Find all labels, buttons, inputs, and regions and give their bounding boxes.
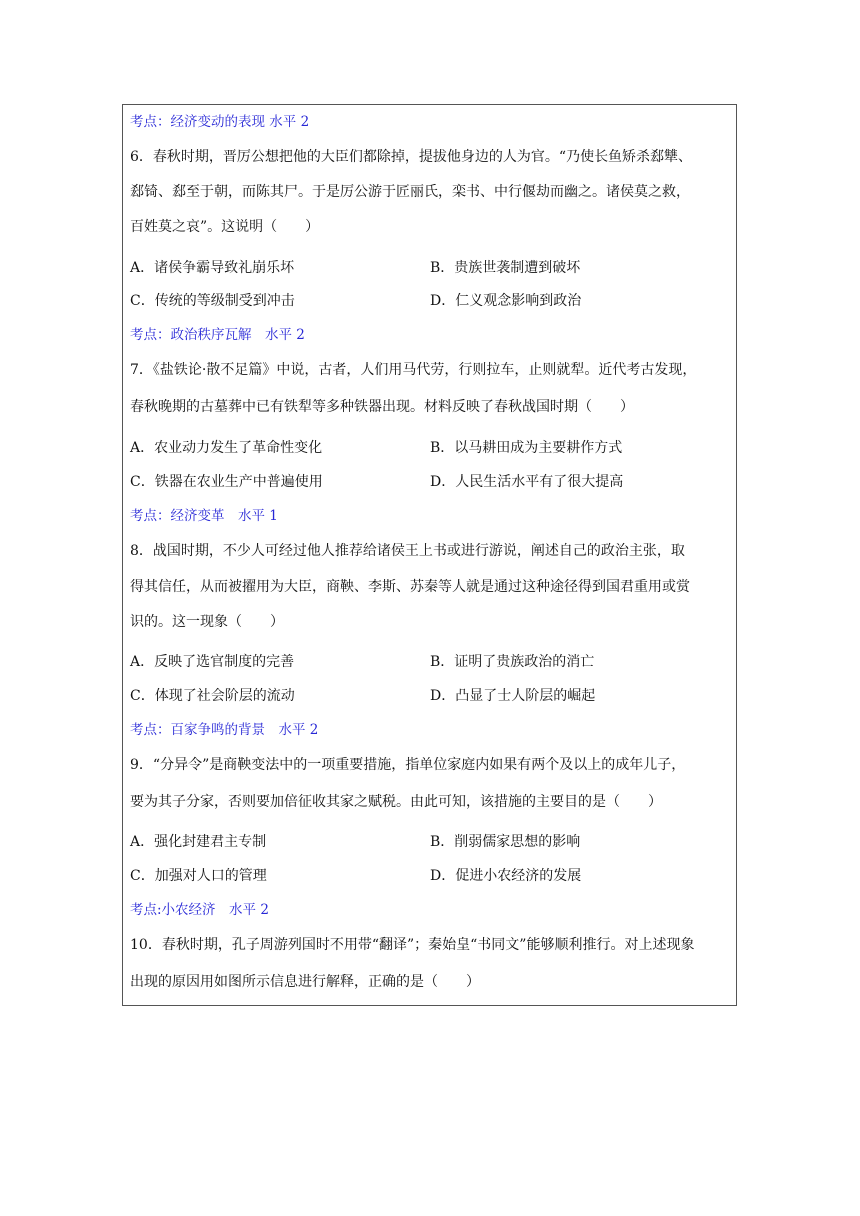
question-8-option-b: B．证明了贵族政治的消亡 [430,654,595,670]
question-7-option-b: B．以马耕田成为主要耕作方式 [430,440,623,456]
question-7-line-2: 春秋晚期的古墓葬中已有铁犁等多种铁器出现。材料反映了春秋战国时期（ ） [130,399,634,415]
question-6-option-a: A．诸侯争霸导致礼崩乐坏 [130,260,295,276]
question-8-option-a: A．反映了选官制度的完善 [130,654,295,670]
question-9-line-1: 9．“分异令”是商鞅变法中的一项重要措施，指单位家庭内如果有两个及以上的成年儿子， [130,757,686,773]
question-8-option-c: C．体现了社会阶层的流动 [130,688,295,704]
kaodian-label: 考点：政治秩序瓦解 水平 2 [130,327,305,343]
kaodian-label: 考点:小农经济 水平 2 [130,902,269,918]
question-8-line-2: 得其信任，从而被擢用为大臣，商鞅、李斯、苏秦等人就是通过这种途径得到国君重用或赏 [130,579,690,595]
question-10-line-2: 出现的原因用如图所示信息进行解释，正确的是（ ） [130,974,480,990]
question-9-option-a: A．强化封建君主专制 [130,834,267,850]
question-8-line-1: 8．战国时期，不少人可经过他人推荐给诸侯王上书或进行游说，阐述自己的政治主张，取 [130,543,685,559]
question-7-option-d: D．人民生活水平有了很大提高 [430,474,624,490]
question-7-option-a: A．农业动力发生了革命性变化 [130,440,323,456]
kaodian-label: 考点：经济变革 水平 1 [130,508,278,524]
question-6-line-1: 6．春秋时期，晋厉公想把他的大臣们都除掉，提拔他身边的人为官。“乃使长鱼矫杀郄犨、 [130,149,693,165]
kaodian-label: 考点：经济变动的表现 水平 2 [130,114,310,130]
question-6-line-3: 百姓莫之哀”。这说明（ ） [130,219,320,235]
question-9-option-c: C．加强对人口的管理 [130,868,267,884]
question-6-line-2: 郄锜、郄至于朝，而陈其尸。于是厉公游于匠丽氏，栾书、中行偃劫而幽之。诸侯莫之救， [130,184,690,200]
question-8-option-d: D．凸显了士人阶层的崛起 [430,688,596,704]
question-9-option-b: B．削弱儒家思想的影响 [430,834,581,850]
question-9-line-2: 要为其子分家，否则要加倍征收其家之赋税。由此可知，该措施的主要目的是（ ） [130,794,662,810]
kaodian-label: 考点：百家争鸣的背景 水平 2 [130,722,319,738]
question-6-option-c: C．传统的等级制受到冲击 [130,293,295,309]
question-6-option-d: D．仁义观念影响到政治 [430,293,582,309]
question-10-line-1: 10．春秋时期，孔子周游列国时不用带“翻译”；秦始皇“书同文”能够顺利推行。对上述现象 [130,937,695,953]
question-9-option-d: D．促进小农经济的发展 [430,868,582,884]
question-8-line-3: 识的。这一现象（ ） [130,614,284,630]
question-6-option-b: B．贵族世袭制遭到破坏 [430,260,581,276]
question-7-line-1: 7．《盐铁论·散不足篇》中说，古者，人们用马代劳，行则拉车，止则就犁。近代考古发现， [130,362,697,378]
question-7-option-c: C．铁器在农业生产中普遍使用 [130,474,323,490]
